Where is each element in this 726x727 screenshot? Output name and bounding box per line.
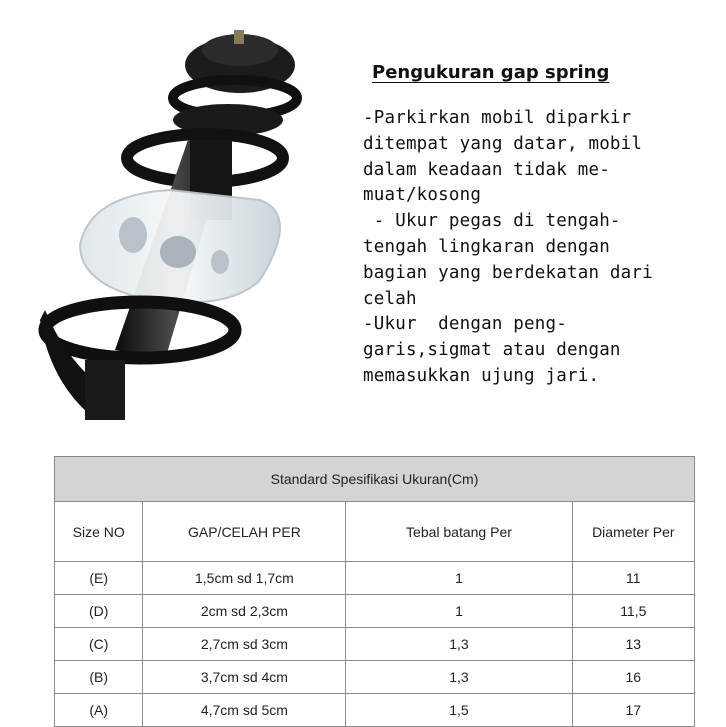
cell-gap: 1,5cm sd 1,7cm xyxy=(143,562,346,595)
instruction-line: bagian yang berdekatan dari xyxy=(363,262,653,283)
cell-diameter: 11,5 xyxy=(572,595,694,628)
spec-table xyxy=(54,456,695,727)
cell-gap: 3,7cm sd 4cm xyxy=(143,661,346,694)
instruction-line: garis,sigmat atau dengan xyxy=(363,340,621,361)
instruction-line: dalam keadaan tidak me- xyxy=(363,159,610,180)
cell-diameter: 17 xyxy=(572,694,694,727)
instruction-line: - Ukur pegas di tengah- xyxy=(363,211,621,232)
cell-size: (D) xyxy=(55,595,143,628)
cell-thickness: 1,3 xyxy=(346,628,572,661)
instruction-line: memasukkan ujung jari. xyxy=(363,365,600,386)
cell-size: (B) xyxy=(55,661,143,694)
instruction-line: celah xyxy=(363,288,417,309)
instruction-text xyxy=(363,106,713,390)
shock-absorber-image xyxy=(30,20,360,420)
cell-diameter: 13 xyxy=(572,628,694,661)
instruction-line: muat/kosong xyxy=(363,185,482,206)
table-row xyxy=(55,628,695,661)
cell-thickness: 1 xyxy=(346,562,572,595)
table-row xyxy=(55,595,695,628)
cell-thickness: 1,3 xyxy=(346,661,572,694)
page-heading: Pengukuran gap spring xyxy=(372,62,610,83)
instruction-line: tengah lingkaran dengan xyxy=(363,236,610,257)
table-row xyxy=(55,562,695,595)
instruction-line: -Ukur dengan peng- xyxy=(363,314,567,335)
table-row xyxy=(55,694,695,727)
table-row xyxy=(55,661,695,694)
instruction-line: -Parkirkan mobil diparkir xyxy=(363,108,632,128)
cell-diameter: 16 xyxy=(572,661,694,694)
cell-thickness: 1 xyxy=(346,595,572,628)
cell-gap: 2,7cm sd 3cm xyxy=(143,628,346,661)
cell-size: (A) xyxy=(55,694,143,727)
cell-size: (C) xyxy=(55,628,143,661)
instruction-line: ditempat yang datar, mobil xyxy=(363,133,643,154)
cell-gap: 2cm sd 2,3cm xyxy=(143,595,346,628)
column-header-diameter: Diameter Per xyxy=(572,502,694,562)
spec-table-title: Standard Spesifikasi Ukuran(Cm) xyxy=(55,457,695,502)
column-header-size: Size NO xyxy=(55,502,143,562)
cell-size: (E) xyxy=(55,562,143,595)
cell-thickness: 1,5 xyxy=(346,694,572,727)
cell-diameter: 11 xyxy=(572,562,694,595)
column-header-thickness: Tebal batang Per xyxy=(346,502,572,562)
cell-gap: 4,7cm sd 5cm xyxy=(143,694,346,727)
column-header-gap: GAP/CELAH PER xyxy=(143,502,346,562)
